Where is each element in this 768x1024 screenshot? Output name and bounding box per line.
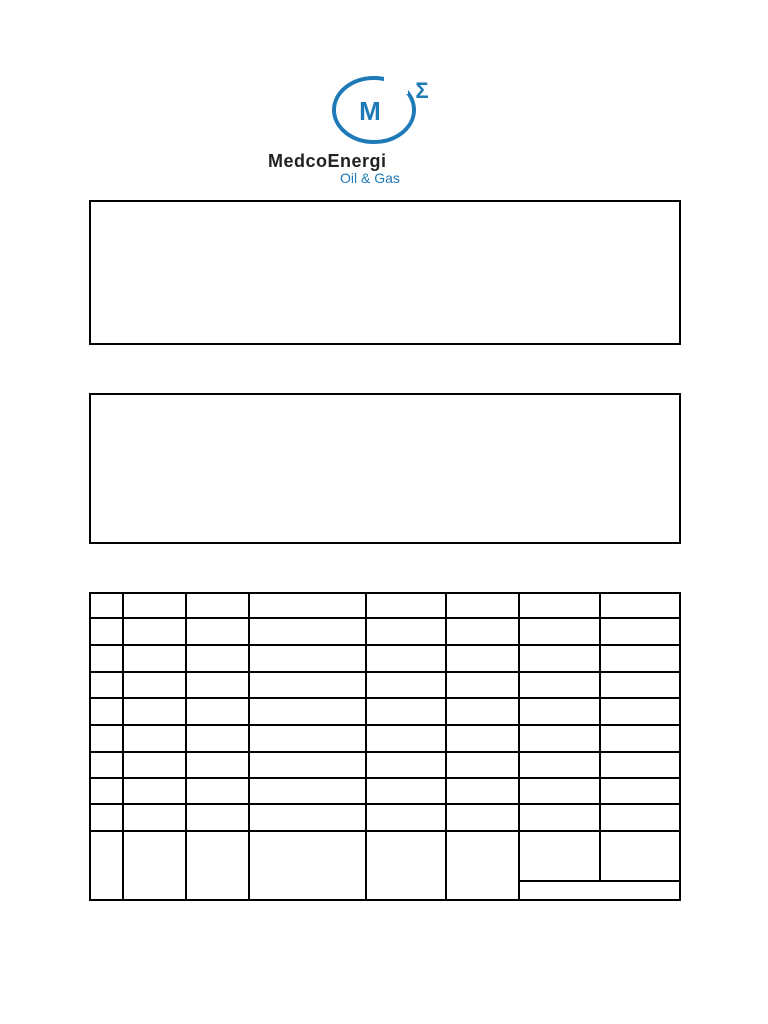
form-table	[89, 592, 681, 901]
logo-mark	[268, 72, 448, 152]
brand-name: MedcoEnergi	[268, 151, 387, 171]
company-logo	[268, 72, 448, 187]
header-box	[89, 200, 681, 345]
form-table-grid	[89, 592, 681, 901]
logo-m-letter: M	[359, 96, 381, 126]
brand-subtitle: Oil & Gas	[340, 170, 400, 186]
logo-sigma-symbol: Σ	[415, 78, 429, 103]
info-box	[89, 393, 681, 544]
